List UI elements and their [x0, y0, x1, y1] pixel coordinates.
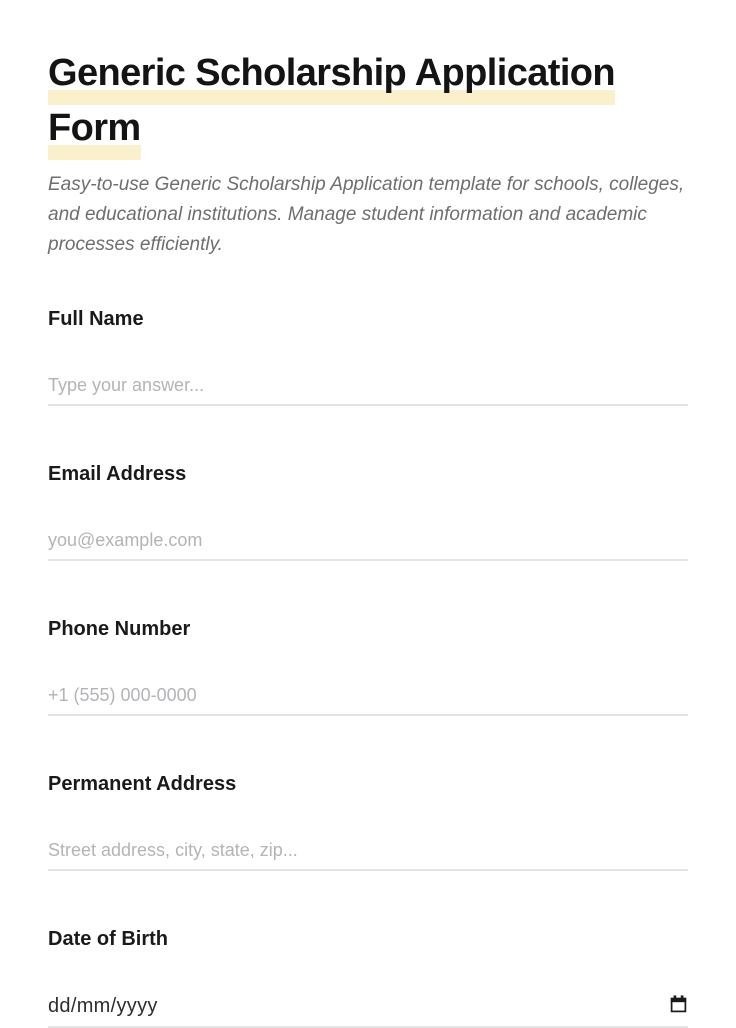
permanent-address-input[interactable]	[48, 831, 688, 871]
email-address-label: Email Address	[48, 463, 187, 485]
field-permanent-address	[48, 772, 688, 871]
date-of-birth-placeholder: dd/mm/yyyy	[48, 994, 158, 1017]
page-title-highlight: Generic Scholarship Application Form	[48, 52, 615, 160]
date-of-birth-input[interactable]	[48, 986, 688, 1028]
field-email-address	[48, 462, 688, 561]
field-phone-number	[48, 617, 688, 716]
date-of-birth-label: Date of Birth	[48, 928, 168, 950]
full-name-label: Full Name	[48, 308, 144, 330]
full-name-input[interactable]	[48, 366, 688, 406]
page-description: Easy-to-use Generic Scholarship Application template for schools, colleges, and educational institutions. Manage student information and academic processes efficiently.	[48, 174, 685, 255]
scholarship-application-form	[48, 307, 688, 1028]
email-address-input[interactable]	[48, 521, 688, 561]
page-title	[48, 46, 688, 156]
field-full-name	[48, 307, 688, 406]
calendar-icon[interactable]	[670, 995, 687, 1018]
permanent-address-label: Permanent Address	[48, 773, 237, 795]
phone-number-label: Phone Number	[48, 618, 191, 640]
phone-number-input[interactable]	[48, 676, 688, 716]
field-date-of-birth	[48, 927, 688, 1028]
